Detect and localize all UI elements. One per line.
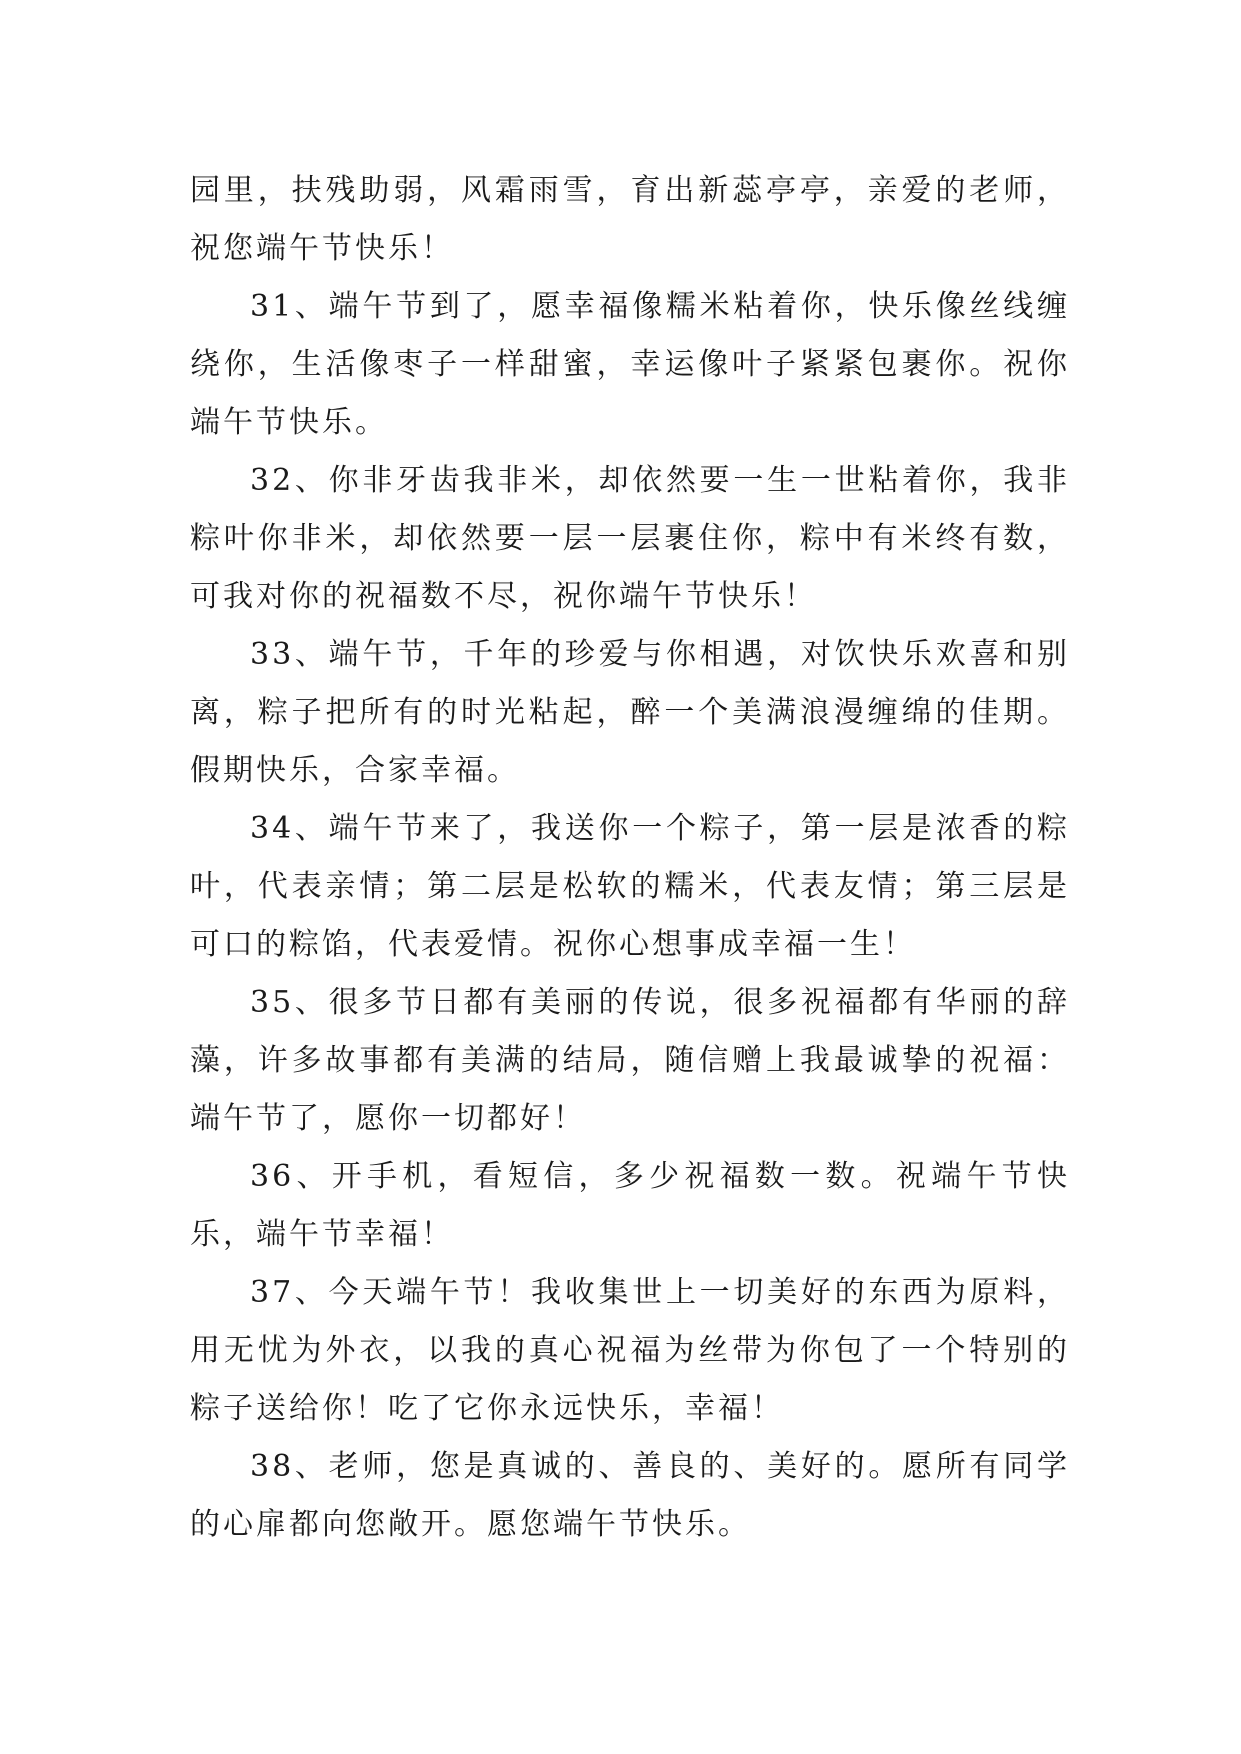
paragraph-34: 34、端午节来了，我送你一个粽子，第一层是浓香的粽叶，代表亲情；第二层是松软的糯米，代表友情；第三层是可口的粽馅，代表爱情。祝你心想事成幸福一生！ xyxy=(190,811,1070,962)
paragraph-32: 32、你非牙齿我非米，却依然要一生一世粘着你，我非粽叶你非米，却依然要一层一层裹住你，粽中有米终有数，可我对你的祝福数不尽，祝你端午节快乐！ xyxy=(190,463,1070,614)
paragraph-33: 33、端午节，千年的珍爱与你相遇，对饮快乐欢喜和别离，粽子把所有的时光粘起，醉一个美满浪漫缠绵的佳期。假期快乐，合家幸福。 xyxy=(190,637,1070,788)
paragraph-35: 35、很多节日都有美丽的传说，很多祝福都有华丽的辞藻，许多故事都有美满的结局，随信赠上我最诚挚的祝福：端午节了，愿你一切都好！ xyxy=(190,985,1070,1136)
text-column xyxy=(190,162,1070,1554)
paragraph-continuation: 园里，扶残助弱，风霜雨雪，育出新蕊亭亭，亲爱的老师，祝您端午节快乐！ xyxy=(190,173,1070,266)
paragraph-37: 37、今天端午节！我收集世上一切美好的东西为原料，用无忧为外衣，以我的真心祝福为丝带为你包了一个特别的粽子送给你！吃了它你永远快乐，幸福！ xyxy=(190,1275,1070,1426)
paragraph-36: 36、开手机，看短信，多少祝福数一数。祝端午节快乐，端午节幸福！ xyxy=(190,1159,1070,1252)
paragraph-38: 38、老师，您是真诚的、善良的、美好的。愿所有同学的心扉都向您敞开。愿您端午节快乐。 xyxy=(190,1449,1070,1542)
paragraph-31: 31、端午节到了，愿幸福像糯米粘着你，快乐像丝线缠绕你，生活像枣子一样甜蜜，幸运像叶子紧紧包裹你。祝你端午节快乐。 xyxy=(190,289,1070,440)
